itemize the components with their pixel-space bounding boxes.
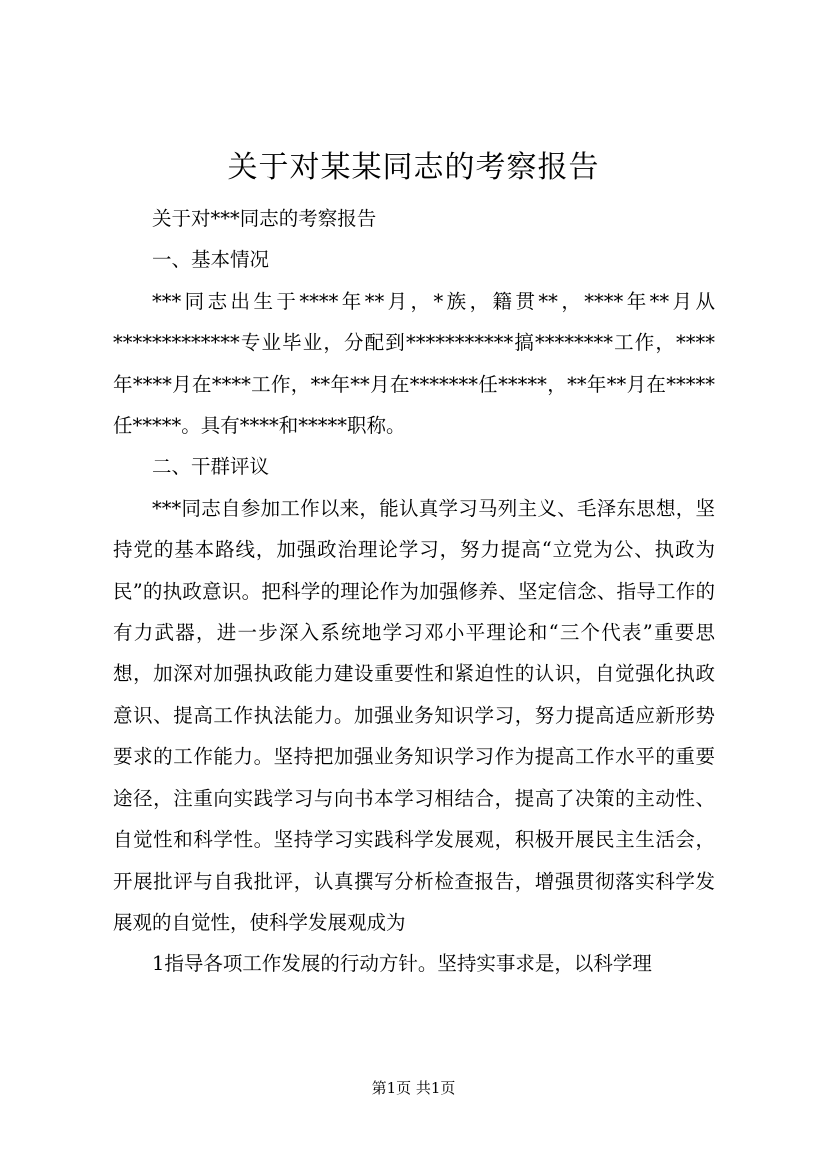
subtitle-paragraph: 关于对***同志的考察报告 <box>152 207 377 230</box>
evaluation-paragraph: ***同志自参加工作以来，能认真学习马列主义、毛泽东思想，坚持党的基本路线，加强政治理论学习，努力提高“立党为公、执政为民”的执政意识。把科学的理论作为加强修养、坚定信念、指导工作的有力武器，进一步深入系统地学习邓小平理论和“三个代表”重要思想，加深对加强执政能力建设重要性和紧迫性的认识，自觉强化执政意识、提高工作执法能力。加强业务知识学习，努力提高适应新形势要求的工作能力。坚持把加强业务知识学习作为提高工作水平的重要途径，注重向实践学习与向书本学习相结合，提高了决策的主动性、自觉性和科学性。坚持学习实践科学发展观，积极开展民主生活会，开展批评与自我批评，认真撰写分析检查报告，增强贯彻落实科学发展观的自觉性，使科学发展观成为 <box>113 496 715 934</box>
section-heading-basic-info: 一、基本情况 <box>152 248 270 272</box>
continuation-paragraph: 1指导各项工作发展的行动方针。坚持实事求是，以科学理 <box>152 952 652 976</box>
document-title: 关于对某某同志的考察报告 <box>227 150 600 185</box>
page-footer: 第1页 共1页 <box>371 1079 456 1097</box>
section-heading-evaluation: 二、干群评议 <box>152 455 270 479</box>
document-body <box>113 198 715 985</box>
basic-info-paragraph: ***同志出生于****年**月，*族，籍贯**，****年**月从*************专业毕业，分配到***********搞********工作，****年****月在****工作，**年**月在*******任*****，**年**月在*****任*****。具有****和*****职称。 <box>113 289 715 438</box>
